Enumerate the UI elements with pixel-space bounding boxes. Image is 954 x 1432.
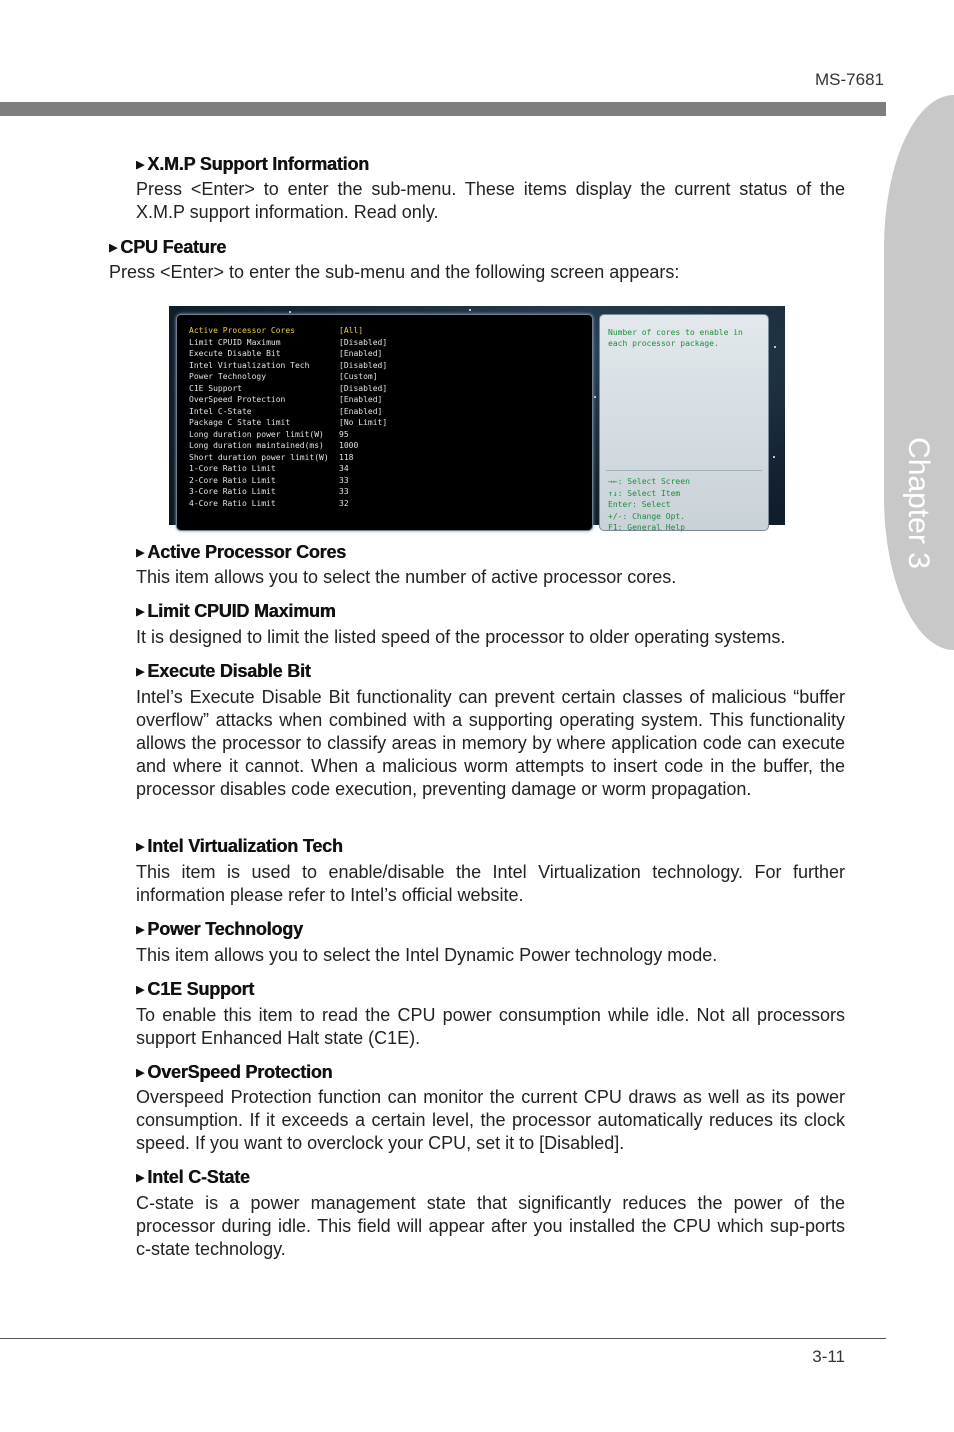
bios-key-hint: →←: Select Screen (608, 477, 690, 486)
bios-setting-value[interactable]: 118 (339, 452, 354, 462)
bios-setting-value[interactable]: 34 (339, 464, 349, 473)
bios-setting-label: Long duration power limit(W) (189, 429, 324, 439)
page-number: 3-11 (812, 1347, 845, 1366)
bullet-triangle-icon: ▶ (109, 242, 118, 254)
bios-setting-value[interactable]: 33 (339, 475, 349, 485)
text-power-technology: This item allows you to select the Intel Dynamic Power technology mode. (136, 945, 718, 965)
model-number: MS-7681 (815, 70, 884, 89)
bullet-triangle-icon: ▶ (136, 606, 145, 618)
bios-setting-row[interactable] (189, 371, 378, 382)
bios-setting-row[interactable] (189, 463, 349, 474)
bios-screenshot (169, 306, 785, 532)
bios-setting-value[interactable]: 95 (339, 429, 349, 439)
bios-setting-value[interactable]: [Disabled] (339, 337, 388, 347)
bios-setting-label: 1-Core Ratio Limit (189, 464, 276, 473)
bios-key-hint: F1: General Help (608, 523, 686, 532)
bios-setting-value[interactable]: [No Limit] (339, 418, 388, 427)
bios-setting-row[interactable] (189, 417, 388, 428)
bios-setting-row[interactable] (189, 452, 354, 463)
bios-setting-label: Short duration power limit(W) (189, 452, 329, 462)
bios-help-panel (599, 314, 769, 531)
bios-setting-value[interactable]: 32 (339, 498, 349, 508)
bios-help-text: each processor package. (608, 339, 719, 348)
bios-settings-panel (176, 314, 593, 531)
bios-setting-row[interactable] (189, 429, 349, 440)
text-active-processor-cores: This item allows you to select the number of active processor cores. (136, 567, 677, 587)
bios-setting-row[interactable] (189, 406, 383, 417)
heading-intel-virtualization-tech: ▶ Intel Virtualization Tech (136, 836, 343, 856)
bios-setting-value[interactable]: 33 (339, 487, 349, 496)
bullet-triangle-icon: ▶ (136, 159, 145, 171)
bios-help-divider (606, 470, 762, 471)
bios-key-hint: +/-: Change Opt. (608, 511, 686, 521)
text-execute-disable-bit: Intel’s Execute Disable Bit functionality can prevent certain classes of malicious “buffer overflow” attacks when combined with a supporting operating system. This functionality allows the processor to classify areas in memory by where application code can execute and where it cannot. When a malicious worm attempts to insert code in the buffer, the processor disables code execution, preventing damage or worm propagation. (136, 687, 845, 799)
bios-setting-row[interactable] (189, 337, 388, 348)
bios-setting-label: C1E Support (189, 383, 242, 393)
bios-setting-label: Intel C-State (189, 406, 252, 416)
bullet-triangle-icon: ▶ (136, 924, 145, 936)
bios-setting-row[interactable] (189, 394, 383, 405)
heading-intel-c-state: ▶ Intel C-State (136, 1167, 250, 1187)
heading-execute-disable-bit: ▶ Execute Disable Bit (136, 661, 311, 681)
heading-limit-cpuid-maximum: ▶ Limit CPUID Maximum (136, 601, 336, 621)
bios-setting-label: 4-Core Ratio Limit (189, 498, 276, 508)
bios-setting-value[interactable]: [Disabled] (339, 360, 388, 370)
bios-help-text: Number of cores to enable in (608, 328, 743, 337)
bullet-triangle-icon: ▶ (136, 666, 145, 678)
bios-setting-label: OverSpeed Protection (189, 395, 286, 404)
bios-setting-row[interactable] (189, 383, 388, 394)
header-bar (0, 102, 886, 116)
bullet-triangle-icon: ▶ (136, 841, 145, 853)
heading-cpu-feature: ▶ CPU Feature (109, 237, 227, 257)
heading-c1e-support: ▶ C1E Support (136, 979, 255, 999)
bios-setting-label: Execute Disable Bit (189, 349, 281, 358)
bios-key-hint: ↑↓: Select Item (608, 488, 681, 498)
heading-overspeed-protection: ▶ OverSpeed Protection (136, 1062, 333, 1082)
bullet-triangle-icon: ▶ (136, 1172, 145, 1184)
bios-setting-value[interactable]: 1000 (339, 441, 359, 450)
chapter-tab-label: Chapter 3 (902, 437, 935, 569)
bios-setting-label: Intel Virtualization Tech (189, 360, 310, 370)
bullet-triangle-icon: ▶ (136, 1067, 145, 1079)
text-cpu-feature: Press <Enter> to enter the sub-menu and the following screen appears: (109, 262, 680, 282)
bios-setting-row[interactable] (189, 440, 359, 451)
bios-setting-value[interactable]: [Custom] (339, 372, 378, 381)
bios-setting-row[interactable] (189, 498, 349, 509)
bios-setting-label: Package C State limit (189, 418, 291, 427)
bios-setting-row[interactable] (189, 325, 364, 336)
bios-setting-value[interactable]: [Enabled] (339, 349, 383, 358)
bios-setting-row[interactable] (189, 475, 349, 486)
text-limit-cpuid-maximum: It is designed to limit the listed speed of the processor to older operating systems. (136, 627, 786, 647)
bios-setting-value[interactable]: [Disabled] (339, 383, 388, 393)
bullet-triangle-icon: ▶ (136, 547, 145, 559)
text-overspeed-protection: Overspeed Protection function can monitor the current CPU draws as well as its power consumption. If it exceeds a certain level, the processor automatically reduces its clock speed. If you want to overclock your CPU, set it to [Disabled]. (136, 1087, 845, 1153)
bios-key-hint: Enter: Select (608, 500, 671, 509)
chapter-tab (884, 95, 954, 650)
bios-setting-label: 2-Core Ratio Limit (189, 475, 276, 485)
heading-power-technology: ▶ Power Technology (136, 919, 303, 939)
bios-setting-value[interactable]: [Enabled] (339, 395, 383, 404)
bullet-triangle-icon: ▶ (136, 984, 145, 996)
text-c1e-support: To enable this item to read the CPU power consumption while idle. Not all processors support Enhanced Halt state (C1E). (136, 1005, 845, 1048)
bios-setting-row[interactable] (189, 486, 349, 497)
text-intel-virtualization-tech: This item is used to enable/disable the Intel Virtualization technology. For further information please refer to Intel’s official website. (136, 862, 845, 905)
heading-xmp-support: ▶ X.M.P Support Information (136, 154, 369, 174)
bios-setting-label: Limit CPUID Maximum (189, 337, 281, 347)
bios-setting-label: 3-Core Ratio Limit (189, 487, 276, 496)
text-intel-c-state: C-state is a power management state that significantly reduces the power of the processor during idle. This field will appear after you installed the CPU which sup-ports c-state technology. (136, 1193, 845, 1259)
text-xmp-support: Press <Enter> to enter the sub-menu. These items display the current status of the X.M.P support information. Read only. (136, 179, 845, 222)
bios-setting-label: Active Processor Cores (189, 326, 295, 335)
bios-setting-value[interactable]: [Enabled] (339, 406, 383, 416)
bios-setting-row[interactable] (189, 360, 388, 371)
bios-setting-label: Power Technology (189, 372, 267, 381)
bios-setting-label: Long duration maintained(ms) (189, 441, 324, 450)
bios-setting-row[interactable] (189, 348, 383, 359)
heading-active-processor-cores: ▶ Active Processor Cores (136, 542, 346, 562)
bios-setting-value[interactable]: [All] (339, 326, 364, 335)
footer-rule (0, 1338, 886, 1339)
